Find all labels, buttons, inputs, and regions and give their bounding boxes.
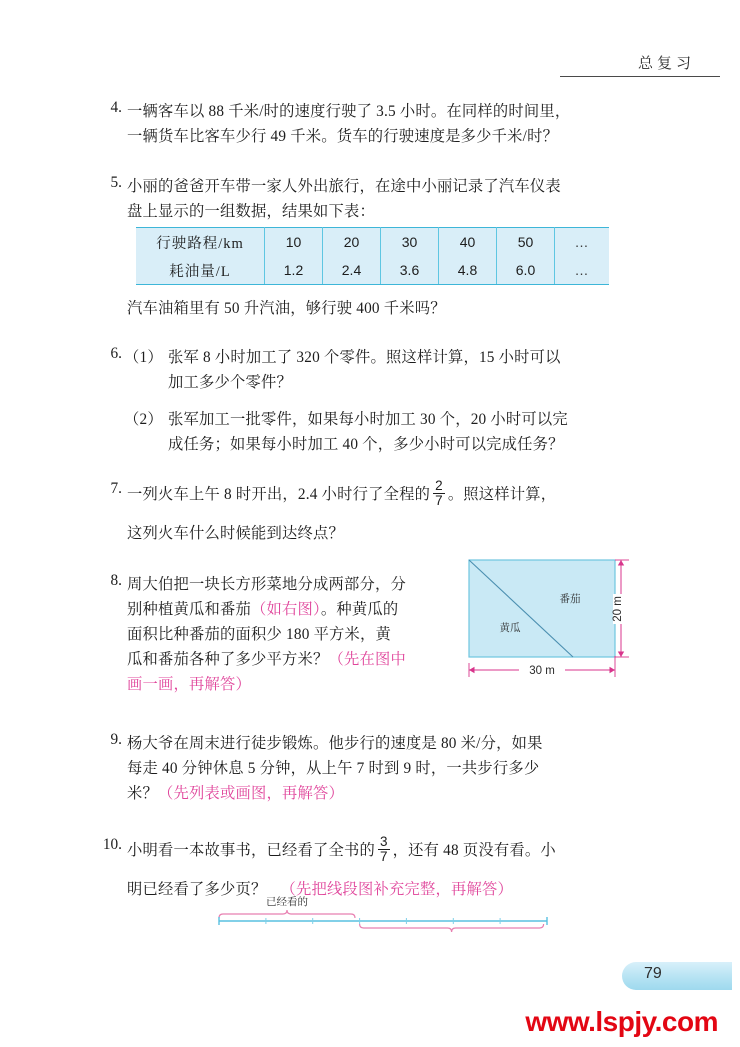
problem-8-line-3: 面积比种番茄的面积少 180 平方米，黄 [127,626,392,643]
table-cell-ellipsis: … [555,228,610,257]
problem-9-text-3: 米？ [127,785,158,802]
problem-8-number: 8. [110,572,122,589]
problem-8-line-4 [127,647,406,672]
problem-7-line-1 [127,480,556,509]
problem-7-text-before: 一列火车上午 8 时开出，2.4 小时行了全程的 [127,485,431,503]
plot-rectangle [469,560,615,657]
fraction-denominator: 7 [379,848,388,864]
problem-8-text-2b: 。种黄瓜的 [320,601,399,618]
problem-7-line-2: 这列火车什么时候能到达终点？ [127,524,344,542]
problem-5 [127,174,561,224]
fraction-3-7 [378,835,390,864]
problem-4-line-2: 一辆货车比客车少行 49 千米。货车的行驶速度是多少千米/时？ [127,128,559,145]
problem-6-number: 6. [110,345,122,362]
problem-6-p1-line-1: 张军 8 小时加工了 320 个零件。照这样计算，15 小时可以 [168,349,561,366]
fraction-numerator: 2 [435,478,443,493]
problem-10-text-after: ，还有 48 页没有看。小 [392,841,556,859]
problem-10-hint: （先把线段图补充完整，再解答） [280,880,513,898]
table-cell: 4.8 [439,256,497,285]
table-cell: 1.2 [265,256,323,285]
table-row [136,256,609,285]
dim-arrow-right [610,667,616,673]
problem-8-hint-2a: （先在图中 [328,651,406,668]
dim-label-height: 20 m [612,596,624,622]
problem-6-p2-line-1: 张军加工一批零件，如果每小时加工 30 个，20 小时可以完 [168,411,568,428]
problem-7-number: 7. [110,480,122,497]
table-cell: 50 [497,228,555,257]
fraction-numerator: 3 [379,834,388,849]
problem-8 [127,572,406,697]
problem-9-hint: （先列表或画图，再解答） [158,785,344,802]
problem-7-text-after: 。照这样计算， [447,485,557,503]
problem-9-line-3 [127,781,543,806]
line-segment-diagram [205,893,565,945]
problem-6-part-1-marker [124,345,163,370]
problem-4-line-1: 一辆客车以 88 千米/时的速度行驶了 3.5 小时。在同样的时间里， [127,103,571,120]
header-title: 总复习 [637,54,695,72]
figure-vegetable-plot-svg [455,552,685,692]
table-cell: 10 [265,228,323,257]
part-marker-2: （2） [124,411,163,428]
table-row-header-fuel: 耗油量/L [136,256,265,285]
fuel-consumption-table [136,227,609,285]
problem-5-number: 5. [110,174,122,191]
problem-10-text-before: 小明看一本故事书，已经看了全书的 [127,841,375,859]
problem-4 [127,99,570,149]
table-cell: 40 [439,228,497,257]
table-cell: 2.4 [323,256,381,285]
dim-arrow-left [469,667,475,673]
problem-5-line-2: 盘上显示的一组数据，结果如下表： [127,203,375,220]
brace-remaining-portion [360,924,544,932]
problem-6-part-2 [168,407,568,457]
part-marker-1: （1） [124,349,163,366]
dim-label-width: 30 m [529,665,555,677]
line-segment-diagram-svg [205,893,565,945]
table-cell: 20 [323,228,381,257]
problem-10-line-1 [127,836,556,865]
table-cell-ellipsis: … [555,256,610,285]
table-cell: 3.6 [381,256,439,285]
problem-6-p2-line-2: 成任务；如果每小时加工 40 个，多少小时可以完成任务？ [168,436,564,453]
table-row-header-distance: 行驶路程/km [136,228,265,257]
problem-4-number: 4. [110,99,122,116]
problem-7 [127,480,556,546]
figure-vegetable-plot [455,552,685,692]
problem-8-line-1: 周大伯把一块长方形菜地分成两部分，分 [127,576,406,593]
problem-8-hint-1: （如右图） [250,601,321,618]
problem-10-number: 10. [102,836,122,853]
page-number-badge [622,962,732,990]
problem-10-text-2: 明已经看了多少页？ [127,880,267,898]
problem-9-line-2: 每走 40 分钟休息 5 分钟，从上午 7 时到 9 时，一共步行多少 [127,760,540,777]
problem-8-text-4: 瓜和番茄各种了多少平方米？ [127,651,329,668]
page-number: 79 [644,965,662,982]
problem-5-after-table: 汽车油箱里有 50 升汽油，够行驶 400 千米吗？ [127,300,446,317]
fraction-denominator: 7 [435,492,443,508]
table-cell: 30 [381,228,439,257]
fraction-2-7 [433,479,445,508]
problem-5-line-1: 小丽的爸爸开车带一家人外出旅行，在途中小丽记录了汽车仪表 [127,178,561,195]
problem-9-number: 9. [110,731,122,748]
problem-6-p1-line-2: 加工多少个零件？ [168,374,292,391]
problem-8-text-2a: 别种植黄瓜和番茄 [127,601,251,618]
problem-5-question [127,296,446,321]
problem-9-line-1: 杨大爷在周末进行徒步锻炼。他步行的速度是 80 米/分，如果 [127,735,543,752]
table-row [136,228,609,257]
problem-6-part-2-marker [124,407,163,432]
problem-9 [127,731,543,806]
dim-arrow-bottom [618,652,624,658]
segment-label-read: 已经看的 [266,896,308,908]
dim-arrow-top [618,560,624,566]
table-cell: 6.0 [497,256,555,285]
header-divider [560,76,720,77]
label-cucumber-region: 黄瓜 [499,622,521,634]
label-tomato-region: 番茄 [559,593,581,605]
problem-8-line-2 [127,597,406,622]
page-header [0,52,740,86]
problem-6-part-1 [168,345,561,395]
watermark: www.lspjy.com [525,1006,718,1037]
problem-10 [127,836,556,902]
problem-8-hint-2b: 画一画，再解答） [127,676,251,693]
brace-read-portion [219,910,355,918]
